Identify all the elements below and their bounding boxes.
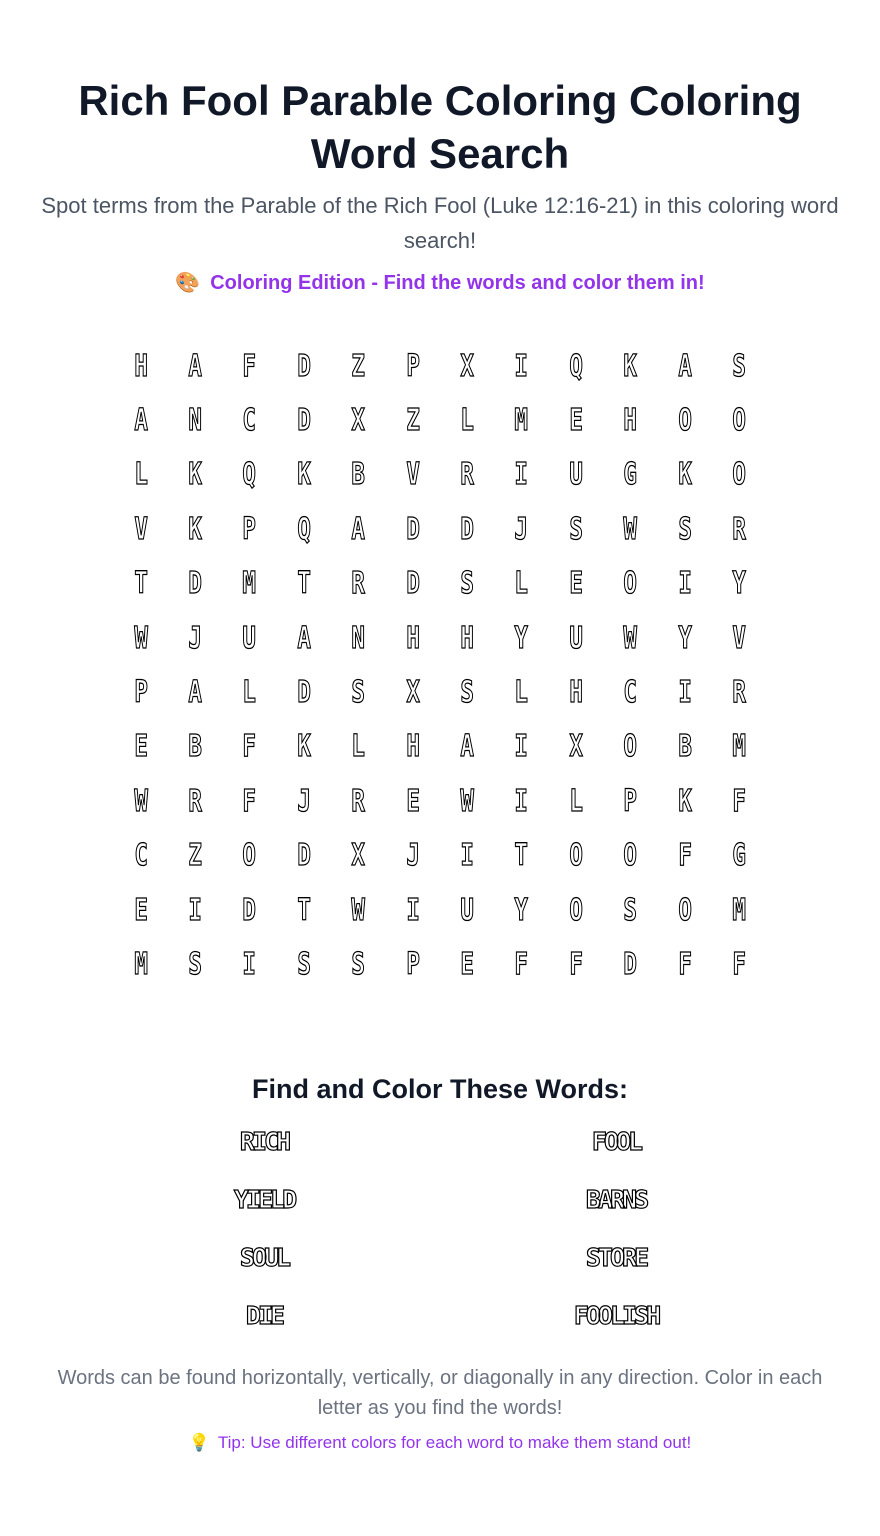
grid-cell[interactable]: A bbox=[134, 403, 148, 439]
grid-cell[interactable]: W bbox=[134, 620, 148, 656]
word-item: RICH bbox=[239, 1126, 289, 1156]
grid-cell[interactable]: U bbox=[460, 892, 474, 928]
grid-cell[interactable]: L bbox=[134, 457, 148, 493]
grid-cell[interactable]: T bbox=[514, 838, 529, 874]
grid-cell[interactable]: F bbox=[569, 946, 583, 982]
grid-cell[interactable]: W bbox=[623, 511, 638, 547]
grid-cell[interactable]: I bbox=[514, 348, 529, 384]
grid-cell[interactable]: W bbox=[134, 783, 148, 819]
edition-text: Coloring Edition - Find the words and color them in! bbox=[210, 272, 705, 294]
grid-cell[interactable]: J bbox=[406, 838, 420, 874]
grid-cell[interactable]: K bbox=[297, 729, 311, 765]
grid-cell[interactable]: S bbox=[351, 946, 366, 982]
grid-cell[interactable]: V bbox=[732, 620, 746, 656]
word-search-grid bbox=[114, 339, 767, 992]
grid-cell[interactable]: S bbox=[351, 675, 366, 711]
grid-cell[interactable]: F bbox=[732, 946, 746, 982]
grid-cell[interactable]: D bbox=[406, 566, 420, 602]
word-list bbox=[0, 1125, 880, 1333]
grid-cell[interactable]: J bbox=[514, 511, 529, 547]
grid-cell[interactable]: A bbox=[351, 511, 366, 547]
grid-cell[interactable]: Y bbox=[514, 620, 529, 656]
grid-cell[interactable]: I bbox=[514, 457, 529, 493]
grid-cell[interactable]: H bbox=[134, 348, 148, 384]
grid-cell[interactable]: F bbox=[242, 783, 257, 819]
grid-cell[interactable]: E bbox=[406, 783, 420, 819]
grid-cell[interactable]: C bbox=[623, 675, 638, 711]
grid-cell[interactable]: L bbox=[351, 729, 366, 765]
grid-cell[interactable]: D bbox=[242, 892, 257, 928]
grid-cell[interactable]: A bbox=[297, 620, 311, 656]
grid-cell[interactable]: O bbox=[623, 838, 638, 874]
word-item: STORE bbox=[585, 1242, 647, 1272]
grid-cell[interactable]: T bbox=[297, 566, 311, 602]
grid-cell[interactable]: L bbox=[514, 675, 529, 711]
grid-cell[interactable]: R bbox=[351, 566, 366, 602]
grid-cell[interactable]: S bbox=[297, 946, 311, 982]
grid-cell[interactable]: K bbox=[188, 511, 203, 547]
grid-cell[interactable]: R bbox=[351, 783, 366, 819]
grid-cell[interactable]: C bbox=[242, 403, 257, 439]
grid-cell[interactable]: E bbox=[134, 729, 148, 765]
tip-text: Tip: Use different colors for each word to make them stand out! bbox=[217, 1432, 692, 1452]
grid-cell[interactable]: X bbox=[460, 348, 474, 384]
grid-cell[interactable]: S bbox=[460, 675, 474, 711]
grid-cell[interactable]: P bbox=[623, 783, 638, 819]
subtitle: Spot terms from the Parable of the Rich Fool (Luke 12:16-21) in this coloring word search! bbox=[41, 193, 839, 253]
grid-cell[interactable]: S bbox=[732, 348, 746, 384]
grid-cell[interactable]: F bbox=[242, 348, 257, 384]
words-heading: Find and Color These Words: bbox=[251, 1073, 628, 1104]
grid-cell[interactable]: J bbox=[297, 783, 311, 819]
grid-cell[interactable]: O bbox=[732, 403, 746, 439]
grid-cell[interactable]: S bbox=[188, 946, 203, 982]
grid-cell[interactable]: D bbox=[460, 511, 474, 547]
grid-cell[interactable]: Q bbox=[242, 457, 257, 493]
grid-cell[interactable]: M bbox=[134, 946, 148, 982]
grid-cell[interactable]: B bbox=[677, 729, 692, 765]
grid-cell[interactable]: A bbox=[188, 348, 203, 384]
grid-cell[interactable]: O bbox=[242, 838, 257, 874]
grid-cell[interactable]: E bbox=[569, 566, 583, 602]
grid-cell[interactable]: T bbox=[297, 892, 311, 928]
grid-cell[interactable]: O bbox=[623, 566, 638, 602]
grid-cell[interactable]: E bbox=[569, 403, 583, 439]
grid-cell[interactable]: P bbox=[242, 511, 257, 547]
grid-cell[interactable]: R bbox=[732, 511, 746, 547]
grid-cell[interactable]: E bbox=[134, 892, 148, 928]
grid-cell[interactable]: O bbox=[677, 892, 692, 928]
grid-cell[interactable]: I bbox=[677, 675, 692, 711]
grid-cell[interactable]: W bbox=[460, 783, 474, 819]
grid-cell[interactable]: O bbox=[623, 729, 638, 765]
word-item: FOOL bbox=[591, 1126, 641, 1156]
tip bbox=[0, 1433, 880, 1453]
grid-cell[interactable]: I bbox=[406, 892, 420, 928]
grid-cell[interactable]: S bbox=[569, 511, 583, 547]
grid-cell[interactable]: I bbox=[460, 838, 474, 874]
word-item: BARNS bbox=[585, 1184, 647, 1214]
grid-cell[interactable]: N bbox=[351, 620, 366, 656]
grid-cell[interactable]: Y bbox=[514, 892, 529, 928]
grid-cell[interactable]: M bbox=[732, 892, 746, 928]
grid-cell[interactable]: D bbox=[188, 566, 203, 602]
grid-cell[interactable]: D bbox=[406, 511, 420, 547]
grid-cell[interactable]: D bbox=[297, 838, 311, 874]
page-title: Rich Fool Parable Coloring Coloring Word Search bbox=[78, 77, 802, 177]
grid-cell[interactable]: Y bbox=[677, 620, 692, 656]
grid-cell[interactable]: I bbox=[514, 729, 529, 765]
grid-cell[interactable]: W bbox=[351, 892, 366, 928]
grid-cell[interactable]: G bbox=[623, 457, 638, 493]
grid-cell[interactable]: P bbox=[134, 675, 148, 711]
grid-cell[interactable]: A bbox=[460, 729, 474, 765]
grid-cell[interactable]: I bbox=[677, 566, 692, 602]
grid-cell[interactable]: E bbox=[460, 946, 474, 982]
edition-banner bbox=[0, 270, 880, 295]
grid-cell[interactable]: U bbox=[569, 457, 583, 493]
grid-cell[interactable]: K bbox=[677, 457, 692, 493]
grid-cell[interactable]: X bbox=[351, 403, 366, 439]
grid-cell[interactable]: G bbox=[732, 838, 746, 874]
grid-cell[interactable]: D bbox=[297, 403, 311, 439]
grid-cell[interactable]: Z bbox=[406, 403, 420, 439]
grid-cell[interactable]: D bbox=[297, 348, 311, 384]
grid-cell[interactable]: O bbox=[677, 403, 692, 439]
grid-cell[interactable]: F bbox=[732, 783, 746, 819]
grid-cell[interactable]: Z bbox=[351, 348, 366, 384]
grid-cell[interactable]: B bbox=[351, 457, 366, 493]
grid-cell[interactable]: Q bbox=[297, 511, 311, 547]
grid-cell[interactable]: K bbox=[677, 783, 692, 819]
grid-cell[interactable]: L bbox=[569, 783, 583, 819]
word-item: FOOLISH bbox=[573, 1300, 659, 1330]
grid-cell[interactable]: L bbox=[460, 403, 474, 439]
grid-cell[interactable]: W bbox=[623, 620, 638, 656]
grid-cell[interactable]: F bbox=[677, 946, 692, 982]
grid-cell[interactable]: M bbox=[732, 729, 746, 765]
grid-cell[interactable]: I bbox=[188, 892, 203, 928]
grid-cell[interactable]: A bbox=[188, 675, 203, 711]
grid-cell[interactable]: M bbox=[242, 566, 257, 602]
grid-cell[interactable]: U bbox=[242, 620, 257, 656]
grid-cell[interactable]: P bbox=[406, 348, 420, 384]
grid-cell[interactable]: S bbox=[460, 566, 474, 602]
grid-cell[interactable]: U bbox=[569, 620, 583, 656]
grid-cell[interactable]: D bbox=[297, 675, 311, 711]
grid-cell[interactable]: X bbox=[351, 838, 366, 874]
grid-cell[interactable]: H bbox=[623, 403, 638, 439]
grid-cell[interactable]: B bbox=[188, 729, 203, 765]
grid-cell[interactable]: D bbox=[623, 946, 638, 982]
instructions: Words can be found horizontally, vertically, or diagonally in any direction. Color in each letter as you find the words! bbox=[57, 1366, 823, 1419]
grid-cell[interactable]: P bbox=[406, 946, 420, 982]
grid-cell[interactable]: K bbox=[188, 457, 203, 493]
grid-cell[interactable]: Y bbox=[732, 566, 746, 602]
grid-cell[interactable]: H bbox=[460, 620, 474, 656]
grid-cell[interactable]: L bbox=[514, 566, 529, 602]
word-item: YIELD bbox=[233, 1184, 295, 1214]
grid-cell[interactable]: F bbox=[514, 946, 529, 982]
grid-cell[interactable]: J bbox=[188, 620, 203, 656]
grid-cell[interactable]: H bbox=[406, 620, 420, 656]
grid-cell[interactable]: O bbox=[732, 457, 746, 493]
palette-icon: 🎨 bbox=[175, 272, 201, 294]
grid-cell[interactable]: I bbox=[514, 783, 529, 819]
grid-cell[interactable]: H bbox=[569, 675, 583, 711]
grid-cell[interactable]: H bbox=[406, 729, 420, 765]
grid-cell[interactable]: O bbox=[569, 838, 583, 874]
grid-cell[interactable]: T bbox=[134, 566, 148, 602]
grid-cell[interactable]: S bbox=[623, 892, 638, 928]
grid-cell[interactable]: R bbox=[732, 675, 746, 711]
word-item: SOUL bbox=[239, 1242, 289, 1272]
grid-cell[interactable]: F bbox=[242, 729, 257, 765]
grid-cell[interactable]: C bbox=[134, 838, 148, 874]
grid-cell[interactable]: K bbox=[623, 348, 638, 384]
grid-cell[interactable]: X bbox=[406, 675, 420, 711]
grid-cell[interactable]: L bbox=[242, 675, 257, 711]
grid-cell[interactable]: Q bbox=[569, 348, 583, 384]
grid-cell[interactable]: I bbox=[242, 946, 257, 982]
grid-cell[interactable]: X bbox=[569, 729, 583, 765]
grid-cell[interactable]: K bbox=[297, 457, 311, 493]
word-item: DIE bbox=[245, 1300, 283, 1330]
grid-cell[interactable]: N bbox=[188, 403, 203, 439]
grid-cell[interactable]: Z bbox=[188, 838, 203, 874]
grid-cell[interactable]: S bbox=[677, 511, 692, 547]
grid-cell[interactable]: R bbox=[460, 457, 474, 493]
grid-cell[interactable]: A bbox=[677, 348, 692, 384]
lightbulb-icon: 💡 bbox=[188, 1432, 210, 1452]
grid-cell[interactable]: V bbox=[134, 511, 148, 547]
grid-cell[interactable]: F bbox=[677, 838, 692, 874]
grid-cell[interactable]: M bbox=[514, 403, 529, 439]
grid-cell[interactable]: O bbox=[569, 892, 583, 928]
grid-cell[interactable]: V bbox=[406, 457, 420, 493]
grid-cell[interactable]: R bbox=[188, 783, 203, 819]
